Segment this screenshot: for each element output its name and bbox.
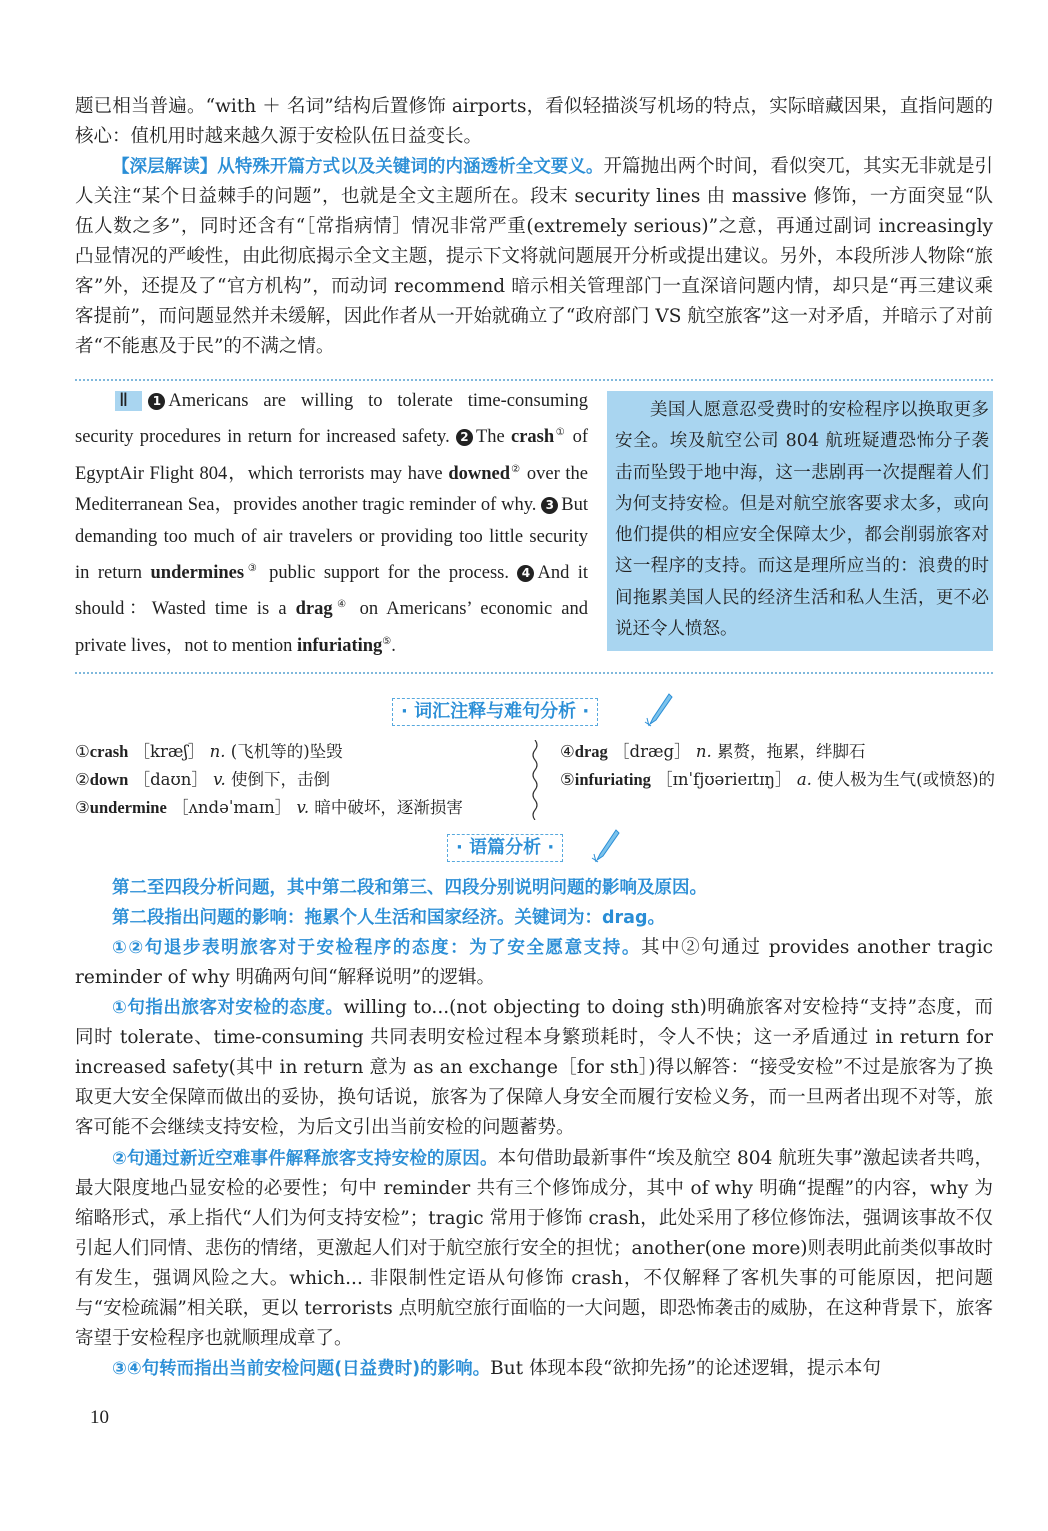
divider — [75, 379, 993, 381]
analysis-label: ①②句退步表明旅客对于安检程序的态度：为了安全愿意支持。 — [112, 938, 641, 958]
sentence: Americans are willing to tolerate time-consuming security procedures in return for increased safety. — [75, 391, 588, 448]
page-number: 10 — [90, 1407, 109, 1428]
analysis-paragraph — [75, 1144, 993, 1354]
footnote-mark: ③ — [244, 562, 261, 574]
sentence: But demanding too much of air travelers or providing too little security in return — [75, 495, 588, 583]
translation-text: 美国人愿意忍受费时的安检程序以换取更多安全。埃及航空公司 804 航班疑遭恐怖分子袭击而坠毁于地中海，这一悲剧再一次提醒着人们为何支持安检。但是对航空旅客要求太多，或向他们提供的相应安全保障太少，都会削弱旅客对这一程序的支持。而这是理所应当的：浪费的时间拖累美国人民的经济生活和私人生活，更不必说还令人愤怒。 — [615, 400, 989, 640]
footnote-mark: ② — [510, 463, 522, 475]
vocab-word: drag — [295, 599, 333, 620]
footnote-mark: ④ — [332, 599, 351, 611]
sentence-number: 3 — [541, 497, 558, 514]
pen-icon — [643, 692, 673, 728]
analysis-paragraph — [75, 1354, 993, 1384]
analysis-summary — [75, 873, 993, 903]
paragraph-text: 题已相当普遍。“with ＋ 名词”结构后置修饰 airports，看似轻描淡写机场的特点，实际暗藏因果，直指问题的核心：值机用时越来越久源于安检队伍日益变长。 — [75, 96, 993, 147]
translation-box — [607, 391, 993, 651]
vocab-item: ①crash ［kræʃ］ n. (飞机等的)坠毁 — [75, 742, 343, 761]
analysis-summary — [75, 903, 993, 933]
vocab-heading: · 词汇注释与难句分析 · — [392, 698, 598, 726]
passage-paragraph — [75, 386, 588, 662]
vocab-word: undermines — [150, 562, 245, 583]
footnote-mark: ① — [554, 427, 567, 439]
analysis-text: willing to...(not objecting to doing sth)明确旅客对安检持“支持”态度，而同时 tolerate、time-consuming 共同表明安检过程本身繁琐耗时，令人不快；这一矛盾通过 in return for increased safety(其中 in return 意为 as an exchange［for sth］)得以解答：“接受安检”不过是旅客为了换取更大安全保障而做出的妥协，换句话说，旅客为了保障人身安全而履行安检义务，而一旦两者出现不对等，旅客可能不会继续支持安检，为后文引出当前安检的问题蓄势。 — [75, 997, 993, 1138]
sentence: public support for the process. — [269, 562, 509, 583]
deep-reading-text: 开篇抛出两个时间，看似突兀，其实无非就是引人关注“某个日益棘手的问题”，也就是全文主题所在。段末 security lines 由 massive 修饰，一方面突显“队伍人数之多”，同时还含有“［常指病情］情况非常严重(extremely serious)”之意，再通过副词 increasingly 凸显情况的严峻性，由此彻底揭示全文主题，提示下文将就问题展开分析或提出建议。另外，本段所涉人物除“旅客”外，还提及了“官方机构”，而动词 recommend 暗示相关管理部门一直深谙问题内情，却只是“再三建议乘客提前”，而问题显然并未缓解，因此作者从一开始就确立了“政府部门 VS 航空旅客”这一对矛盾，并暗示了对前者“不能惠及于民”的不满之情。 — [75, 156, 993, 357]
sentence-number: 4 — [517, 565, 534, 582]
sentence: over the Mediterranean Sea，provides another tragic reminder of why. — [75, 463, 589, 516]
paragraph-number: Ⅱ — [115, 391, 142, 411]
footnote-mark: ⑤ — [382, 635, 392, 647]
vocab-item: ⑤infuriating ［ɪnˈfjʊərieɪtɪŋ］ a. 使人极为生气(或愤怒)的 — [560, 770, 996, 789]
analysis-label: ②句通过新近空难事件解释旅客支持安检的原因。 — [112, 1149, 498, 1169]
analysis-text: But 体现本段“欲抑先扬”的论述逻辑，提示本句 — [490, 1358, 881, 1379]
sentence-number: 2 — [456, 429, 473, 446]
vocab-word: crash — [511, 427, 555, 448]
vocab-word: infuriating — [296, 635, 383, 656]
vocab-list-right — [560, 738, 998, 794]
vocab-item: ③undermine ［ʌndəˈmaɪn］ v. 暗中破坏，逐渐损害 — [75, 798, 463, 817]
analysis-text: 其中②句通过 provides another tragic reminder of why 明确两句间“解释说明”的逻辑。 — [75, 937, 993, 988]
sentence-number: 1 — [148, 393, 165, 410]
vocab-word: downed — [448, 463, 511, 484]
vocab-item: ②down ［daʊn］ v. 使倒下，击倒 — [75, 770, 330, 789]
summary-line: 第二至四段分析问题，其中第二段和第三、四段分别说明问题的影响及原因。 — [112, 878, 707, 898]
wavy-divider — [530, 740, 540, 820]
sentence: . — [391, 635, 396, 656]
vocab-item: ④drag ［dræg］ n. 累赘，拖累，绊脚石 — [560, 742, 866, 761]
sentence: on Americans’ economic and private lives，not to mention — [75, 599, 589, 656]
analysis-paragraph — [75, 933, 993, 993]
deep-reading-paragraph — [75, 152, 993, 362]
paragraph-continued — [75, 92, 993, 152]
divider — [75, 672, 993, 674]
deep-reading-label: 【深层解读】从特殊开篇方式以及关键词的内涵透析全文要义。 — [112, 157, 604, 177]
analysis-text: 本句借助最新事件“埃及航空 804 航班失事”激起读者共鸣，最大限度地凸显安检的必要性；句中 reminder 共有三个修饰成分，其中 of why 明确“提醒”的内容，why 为缩略形式，承上指代“人们为何支持安检”；tragic 常用于修饰 crash，此处采用了移位修饰法，强调该事故不仅引起人们同情、悲伤的情绪，更激起人们对于航空旅行安全的担忧；another(one more)则表明此前类似事故时有发生，强调风险之大。which... 非限制性定语从句修饰 crash，不仅解释了客机失事的可能原因，把问题与“安检疏漏”相关联，更以 terrorists 点明航空旅行面临的一大问题，即恐怖袭击的威胁，在这种背景下，旅客寄望于安检程序也就顺理成章了。 — [75, 1148, 993, 1349]
analysis-label: ①句指出旅客对安检的态度。 — [112, 998, 344, 1018]
sentence: of EgyptAir Flight 804，which terrorists may have — [75, 427, 589, 484]
analysis-heading: · 语篇分析 · — [447, 834, 563, 862]
analysis-label: ③④句转而指出当前安检问题(日益费时)的影响。 — [112, 1359, 491, 1379]
sentence: The — [475, 427, 505, 448]
pen-icon — [590, 828, 620, 864]
summary-line: 第二段指出问题的影响：拖累个人生活和国家经济。关键词为：drag。 — [112, 908, 665, 928]
vocab-list-left — [75, 738, 463, 822]
sentence: And it should：Wasted time is a — [75, 562, 589, 620]
analysis-paragraph — [75, 993, 993, 1143]
